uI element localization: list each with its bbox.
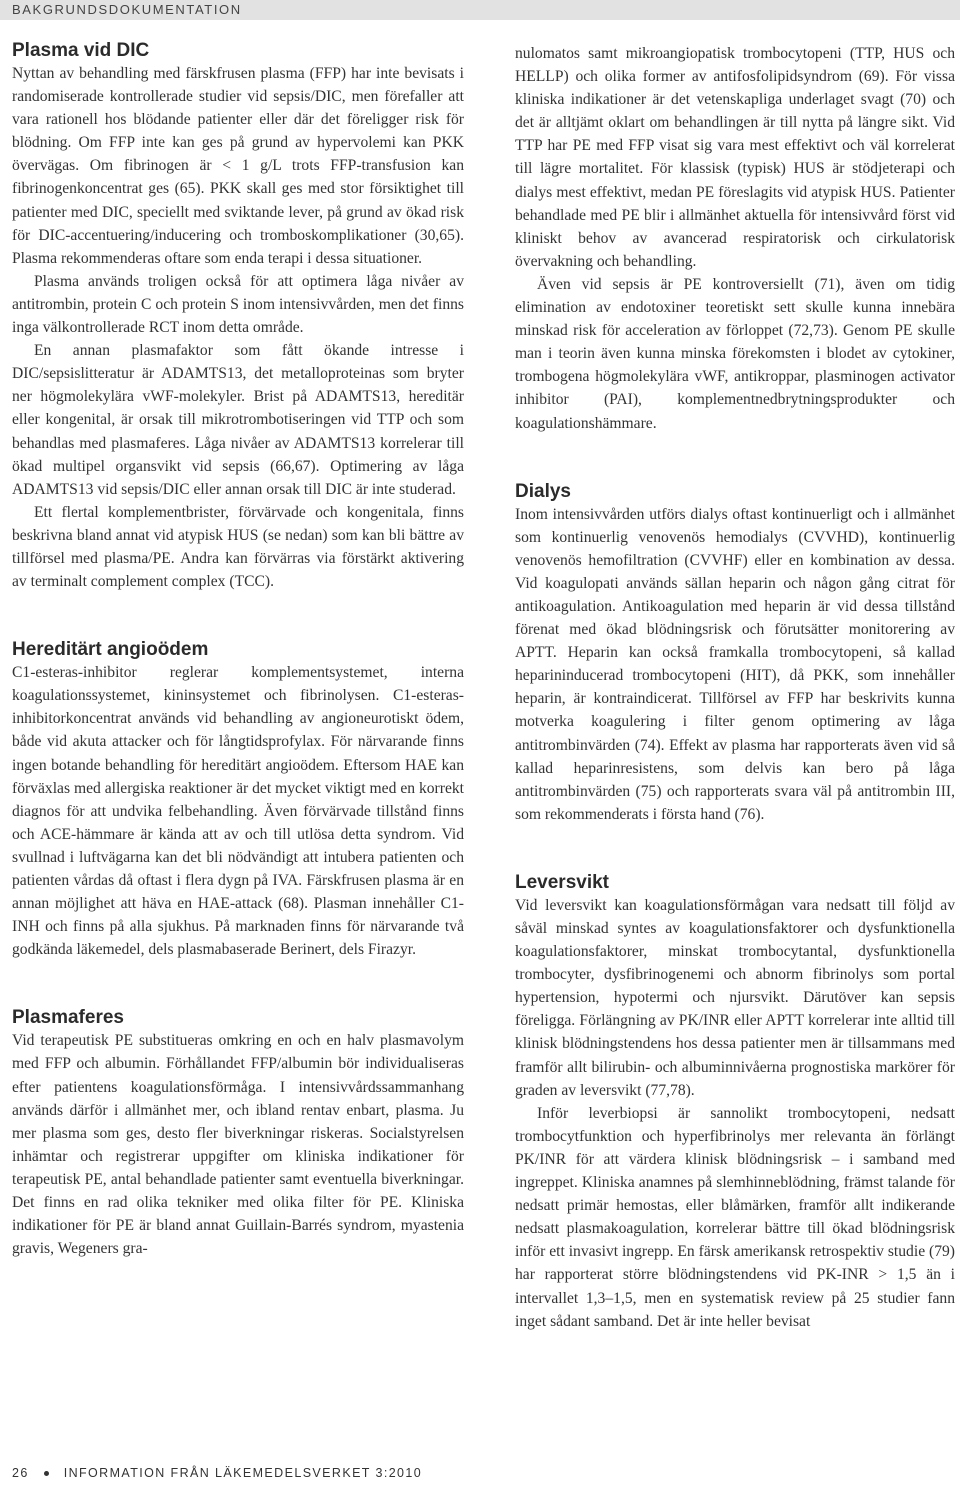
right-column bbox=[515, 42, 955, 1333]
paragraph: Inför leverbiopsi är sannolikt trombocytopeni, nedsatt trombocytfunktion och hyperfibrinolys mer relevanta än förlängt PK/INR för att värdera klinisk blödningsrisk – i samband med ingreppet. Kliniska anamnes på slemhinneblödning, främst talande för nedsatt primär hemostas, eller blåmärken, framför allt indikerande nedsatt plasmakoagulation, korrelerar bättre till ökad blödningsrisk inför ett invasivt ingrepp. En färsk amerikansk retrospektiv studie (79) har rapporterat större blödningstendens vid PK-INR > 1,5 än i intervallet 1,3–1,5, men en systematisk review på 25 studier fann inget sådant samband. Det är inte heller bevisat bbox=[515, 1104, 955, 1330]
page-footer bbox=[12, 1466, 422, 1480]
paragraph: C1-esteras-inhibitor reglerar komplementsystemet, interna koagulationssystemet, kininsystemet och fibrinolysen. C1-esteras-inhibitorkoncentrat används vid behandling av angioneurotiskt ödem, både vid akuta attacker och för långtidsprofylax. För närvarande finns ingen botande behandling för hereditärt angioödem. Eftersom HAE kan förväxlas med allergiska reaktioner är det mycket viktigt med en korrekt diagnos för att undvika felbehandling. Även förvärvade tillstånd finns och ACE-hämmare är kända att av och till utlösa detta syndrom. Vid svullnad i luftvägarna kan det bli nödvändigt att intubera patienten och patienten vårdas då oftast i flera dygn på IVA. Färskfrusen plasma är en annan möjlighet att häva en HAE-attack (68). Plasman innehåller C1-INH och finns på alla sjukhus. På marknaden finns för närvarande två godkända läkemedel, dels plasmabaserade Berinert, dels Firazyr. bbox=[12, 664, 464, 959]
heading-hereditart-angioodem: Hereditärt angioödem bbox=[12, 639, 209, 661]
publication-name: INFORMATION FRÅN LÄKEMEDELSVERKET 3:2010 bbox=[63, 1466, 423, 1480]
paragraph: Inom intensivvården utförs dialys oftast kontinuerligt och i allmänhet som kontinuerlig venovenös hemodialys (CVVHD), kontinuerlig venovenös hemofiltration (CVVHF) eller en kombination av dessa. Vid koagulopati används sällan heparin och någon gång citrat för antikoagulation. Antikoagulation med heparin är vid dessa tillstånd förenat med ökad blödningsrisk och förutsätter monitorering av APTT. Heparin kan också framkalla trombocytopeni, så kallad heparininducerad trombocytopeni (HIT), då PKK, som innehåller heparin, är kontraindicerat. Tillförsel av FFP har beskrivits kunna motverka koagulering i filter genom optimering av låga antitrombinvärden (74). Effekt av plasma har rapporterats även vid så kallad heparinresistens, som delvis kan bero på låga antitrombinvärden (75) och rapporterats svara väl på antitrombin III, som rekommenderats i första hand (76). bbox=[515, 505, 955, 823]
paragraph: Vid leversvikt kan koagulationsförmågan vara nedsatt till följd av såväl minskad syntes av koagulationsfaktorer och dysfunktionella koagulationsfaktorer, minskat trombocytantal, dysfunktionella trombocyter, dysfibrinogenemi och abnorm fibrinolys som portal hypertension, hypotermi och njursvikt. Därutöver kan sepsis föreligga. Förlängning av PK/INR eller APTT korrelerar inte alltid till klinisk blödningstendens hos dessa patienter men är tillsammans med framför allt bilirubin- och albuminnivåerna prognostiska markörer för graden av leversvikt (77,78). bbox=[515, 896, 955, 1099]
paragraph: Ett flertal komplementbrister, förvärvade och kongenitala, finns beskrivna bland annat vid atypisk HUS (se nedan) som kan bli bättre av tillförsel med plasma/PE. Andra kan förvärras via förstärkt aktivering av terminalt complement complex (TCC). bbox=[12, 503, 464, 591]
heading-leversvikt: Leversvikt bbox=[515, 871, 610, 893]
paragraph: nulomatos samt mikroangiopatisk trombocytopeni (TTP, HUS och HELLP) och olika former av antifosfolipidsyndrom (69). För vissa kliniska indikationer är det vetenskapliga underlaget svagt (70) och det är alltjämt oklart om behandlingen är till nytta på längre sikt. Vid TTP har PE med FFP visat sig vara mest effektivt och väl korrelerat till lägre mortalitet. För klassisk (typisk) HUS är stödjeterapi och dialys mest effektivt, medan PE föreslagits vid atypisk HUS. Patienter behandlade med PE blir i allmänhet aktuella för intensivvård först vid kliniskt behov av avancerad respiratorisk och cirkulatorisk övervakning och behandling. bbox=[515, 45, 955, 270]
heading-plasmaferes: Plasmaferes bbox=[12, 1007, 124, 1029]
paragraph: Vid terapeutisk PE substitueras omkring en och en halv plasmavolym med FFP och albumin. Förhållandet FFP/albumin bör individualiseras efter patientens koagulationsförmåga. I intensivvårdssammanhang används därför i allmänhet mer, och ibland rentav enbart, plasma. Ju mer plasma som ges, desto fler biverkningar riskeras. Socialstyrelsen inhämtar och registrerar uppgifter om kliniska indikationer för terapeutisk PE, antal behandlade patienter samt eventuella biverkningar. Det finns en rad olika tekniker med olika filter för PE. Kliniska indikationer för PE är bland annat Guillain-Barrés syndrom, myastenia gravis, Wegeners gra- bbox=[12, 1032, 464, 1258]
section-label: BAKGRUNDSDOKUMENTATION bbox=[12, 2, 242, 17]
paragraph: En annan plasmafaktor som fått ökande intresse i DIC/sepsislitteratur är ADAMTS13, det metalloproteinas som bryter ner högmolekylära vWF-molekyler. Brist på ADAMTS13, hereditär eller kongenital, är orsak till mikrotrombotiseringen vid TTP och som behandlas med plasmaferes. Låga nivåer av ADAMTS13 korrelerar till ökad multipel organsvikt vid sepsis (66,67). Optimering av låga ADAMTS13 vid sepsis/DIC eller annan orsak till DIC är inte studerad. bbox=[12, 342, 464, 498]
page-number: 26 bbox=[12, 1466, 29, 1480]
paragraph: Plasma används troligen också för att optimera låga nivåer av antitrombin, protein C och protein S inom intensivvården, men det finns inga välkontrollerade RCT inom detta område. bbox=[12, 272, 464, 337]
heading-dialys: Dialys bbox=[515, 480, 571, 502]
bullet-dot-icon bbox=[44, 1471, 49, 1476]
paragraph: Nyttan av behandling med färskfrusen plasma (FFP) har inte bevisats i randomiserade kontrollerade studier vid sepsis/DIC, men förefaller att vara rationell hos blödande patienter eller där det föreligger risk för blödning. Om FFP inte kan ges på grund av hypervolemi kan PKK övervägas. Om fibrinogen är < 1 g/L trots FFP-transfusion kan fibrinogenkoncentrat ges (65). PKK skall ges med stor försiktighet till patienter med DIC, speciellt med sviktande lever, på grund av ökad risk för DIC-accentuering/inducering och tromboskomplikationer (30,65). Plasma rekommenderas oftare som enda terapi i dessa situationer. bbox=[12, 65, 464, 267]
paragraph: Även vid sepsis är PE kontroversiellt (71), även om tidig elimination av endotoxiner teoretiskt sett skulle kunna innebära minskad risk för acceleration av förloppet (72,73). Genom PE skulle man i teorin även kunna minska förekomsten i blodet av cytokiner, trombogena högmolekylära vWF, antikroppar, plasminogen activator inhibitor (PAI), komplementnedbrytningsprodukter och koagulationshämmare. bbox=[515, 275, 955, 432]
header-band bbox=[0, 0, 960, 20]
left-column bbox=[12, 40, 464, 1260]
heading-plasma-vid-dic: Plasma vid DIC bbox=[12, 40, 150, 61]
